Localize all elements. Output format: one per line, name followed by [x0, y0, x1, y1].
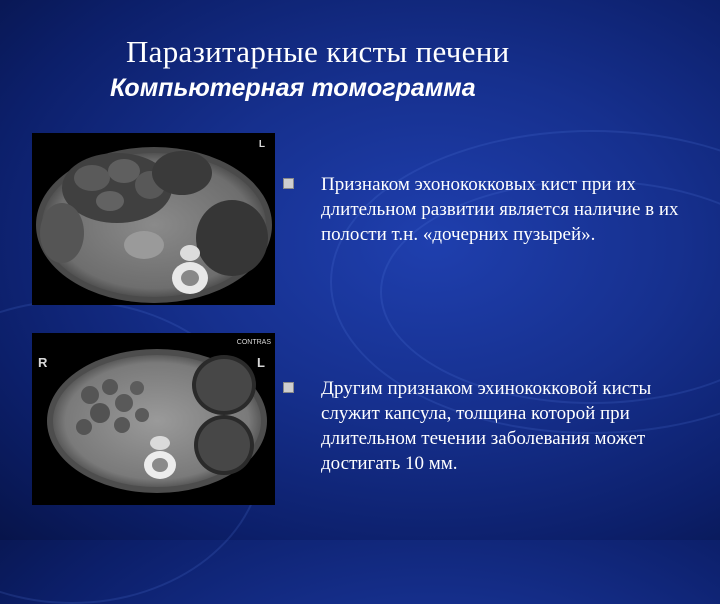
bullet-text: Другим признаком эхинококковой кисты служит капсула, толщина которой при длительном течении заболевания может достигать 10 мм.: [321, 378, 652, 474]
ct-bottom-corner-text: CONTRAS: [236, 339, 271, 346]
slide-subtitle: Компьютерная томограмма: [110, 74, 476, 102]
ct-top-orientation-label: L: [258, 139, 265, 150]
ct-scan-bottom: [32, 333, 275, 505]
ct-bottom-left-label: R: [38, 355, 48, 370]
bullet-item: [283, 376, 703, 506]
bullet-item: [283, 172, 703, 282]
bullet-text: Признаком эхонококковых кист при их длительном развитии является наличие в их полости т.н. «дочерних пузырей».: [321, 174, 679, 245]
ct-scan-top: [32, 133, 275, 305]
bullet-square-icon: [283, 178, 294, 189]
ct-bottom-right-label: L: [257, 355, 265, 370]
slide-title: Паразитарные кисты печени: [126, 34, 510, 69]
bullet-square-icon: [283, 382, 294, 393]
ct-scan-top-image: [32, 133, 275, 305]
ct-scan-bottom-image: [32, 333, 275, 505]
